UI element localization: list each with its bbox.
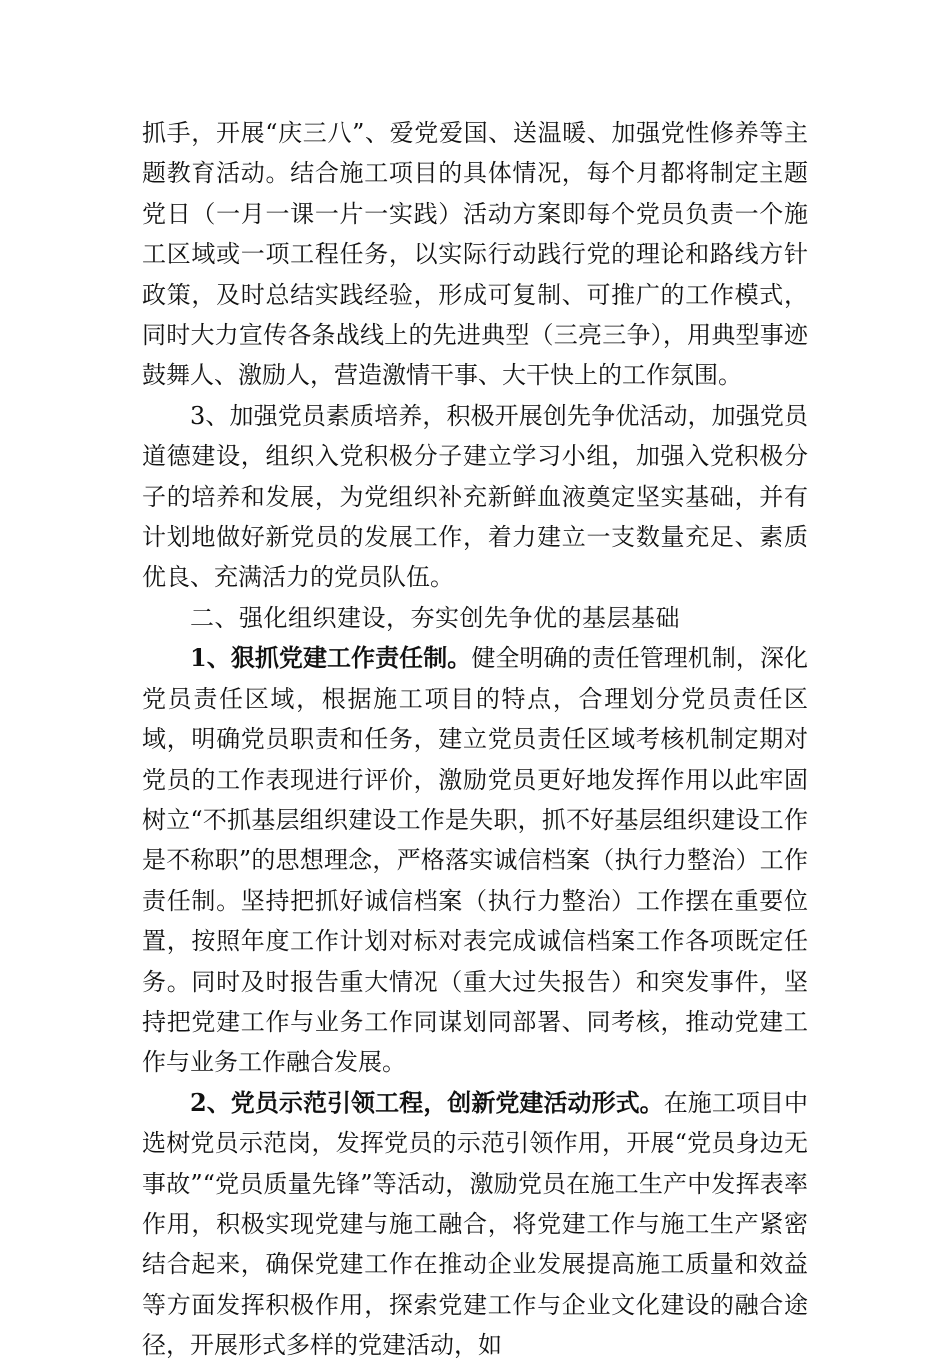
section-heading-organization: 二、强化组织建设，夯实创先争优的基层基础 [190,603,680,632]
paragraph-responsibility [142,638,808,1082]
paragraph-lead-demonstration: 2、党员示范引领工程，创新党建活动形式。 [190,1087,664,1117]
paragraph-body-responsibility: 健全明确的责任管理机制，深化党员责任区域，根据施工项目的特点，合理划分党员责任区域，明确党员职责和任务，建立党员责任区域考核机制定期对党员的工作表现进行评价，激励党员更好地发挥作用以此牢固树立“不抓基层组织建设工作是失职，抓不好基层组织建设工作是不称职”的思想理念，严格落实诚信档案（执行力整治）工作责任制。坚持把抓好诚信档案（执行力整治）工作摆在重要位置，按照年度工作计划对标对表完成诚信档案工作各项既定任务。同时及时报告重大情况（重大过失报告）和突发事件，坚持把党建工作与业务工作同谋划同部署、同考核，推动党建工作与业务工作融合发展。 [142,644,809,1077]
paragraph-body-demonstration: 在施工项目中选树党员示范岗，发挥党员的示范引领作用，开展“党员身边无事故”“党员质量先锋”等活动，激励党员在施工生产中发挥表率作用，积极实现党建与施工融合，将党建工作与施工生产紧密结合起来，确保党建工作在推动企业发展提高施工质量和效益等方面发挥积极作用，探索党建工作与企业文化建设的融合途径，开展形式多样的党建活动，如 [142,1088,809,1360]
paragraph-theme-education: 抓手，开展“庆三八”、爱党爱国、送温暖、加强党性修养等主题教育活动。结合施工项目的具体情况，每个月都将制定主题党日（一月一课一片一实践）活动方案即每个党员负责一个施工区域或一项工程任务，以实际行动践行党的理论和路线方针政策，及时总结实践经验，形成可复制、可推广的工作模式，同时大力宣传各条战线上的先进典型（三亮三争），用典型事迹鼓舞人、激励人，营造激情干事、大干快上的工作氛围。 [142,119,808,390]
paragraph-lead-responsibility: 1、狠抓党建工作责任制。 [190,643,472,673]
paragraph-demonstration [142,1083,808,1366]
paragraph-member-quality: 3、加强党员素质培养，积极开展创先争优活动，加强党员道德建设，组织入党积极分子建立学习小组，加强入党积极分子的培养和发展，为党组织补充新鲜血液奠定坚实基础，并有计划地做好新党员的发展工作，着力建立一支数量充足、素质优良、充满活力的党员队伍。 [142,401,808,592]
document-body [142,113,808,1366]
